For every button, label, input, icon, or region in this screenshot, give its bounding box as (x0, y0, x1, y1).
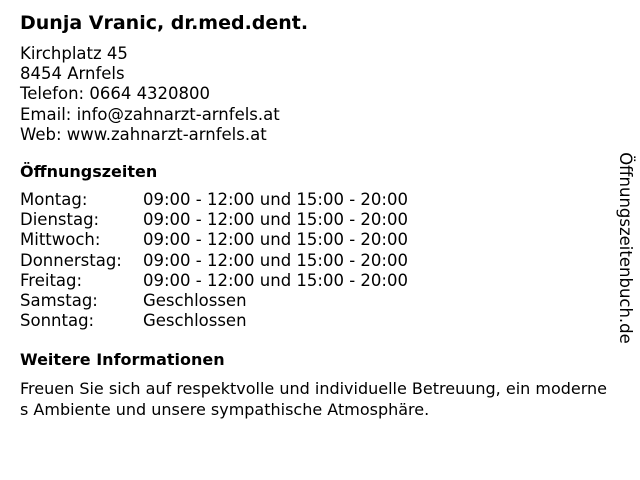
practice-info-card (20, 10, 615, 420)
hours-time: Geschlossen (143, 291, 247, 311)
hours-row-monday (20, 190, 615, 210)
hours-time: 09:00 - 12:00 und 15:00 - 20:00 (143, 250, 408, 270)
hours-time: 09:00 - 12:00 und 15:00 - 20:00 (143, 190, 408, 210)
address-city: 8454 Arnfels (20, 64, 125, 84)
address-street: Kirchplatz 45 (20, 44, 128, 63)
hours-row-tuesday (20, 210, 615, 230)
hours-time: 09:00 - 12:00 und 15:00 - 20:00 (143, 270, 408, 290)
hours-row-thursday (20, 251, 615, 271)
hours-day: Sonntag: (20, 311, 95, 331)
hours-day: Freitag: (20, 270, 83, 290)
email-line: Email: info@zahnarzt-arnfels.at (20, 104, 280, 124)
phone-line: Telefon: 0664 4320800 (20, 84, 211, 104)
hours-day: Mittwoch: (20, 230, 101, 250)
hours-day: Montag: (20, 190, 88, 210)
hours-time: 09:00 - 12:00 und 15:00 - 20:00 (143, 230, 408, 250)
hours-row-friday (20, 271, 615, 291)
hours-table (20, 190, 615, 331)
hours-day: Samstag: (20, 291, 98, 311)
hours-time: Geschlossen (143, 311, 247, 331)
web-line: Web: www.zahnarzt-arnfels.at (20, 124, 267, 144)
side-watermark-label: Öffnungszeitenbuch.de (616, 152, 635, 344)
hours-row-sunday (20, 311, 615, 331)
info-heading: Weitere Informationen (20, 350, 225, 370)
practice-title: Dunja Vranic, dr.med.dent. (20, 12, 309, 34)
hours-row-wednesday (20, 230, 615, 250)
hours-day: Donnerstag: (20, 250, 122, 270)
hours-time: 09:00 - 12:00 und 15:00 - 20:00 (143, 210, 408, 230)
hours-day: Dienstag: (20, 210, 100, 230)
hours-heading: Öffnungszeiten (20, 162, 158, 182)
info-text: Freuen Sie sich auf respektvolle und individuelle Betreuung, ein modernes Ambiente und unsere sympathische Atmosphäre. (20, 379, 608, 419)
hours-row-saturday (20, 291, 615, 311)
address-block (20, 44, 615, 145)
